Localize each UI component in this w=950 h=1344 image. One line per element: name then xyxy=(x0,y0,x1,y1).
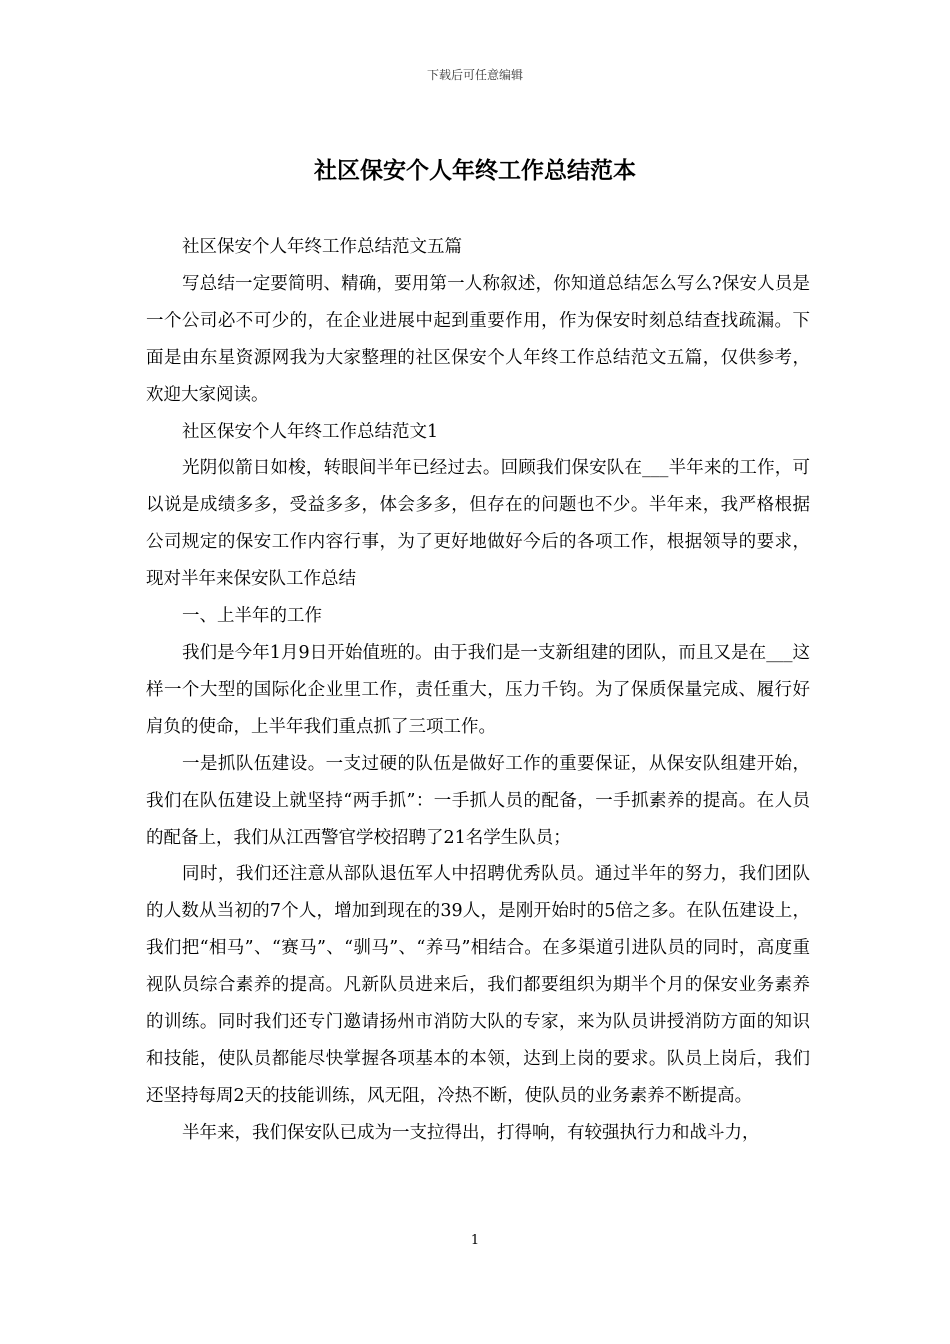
subheading-paragraph: 一、上半年的工作 xyxy=(182,606,322,627)
page-number: 1 xyxy=(470,1233,480,1248)
body-paragraph: 同时，我们还注意从部队退伍军人中招聘优秀队员。通过半年的努力，我们团队的人数从当初的7个人，增加到现在的39人，是刚开始时的5倍之多。在队伍建设上，我们把“相马”、“赛马”、“驯马”、“养马”相结合。在多渠道引进队员的同时，高度重视队员综合素养的提高。凡新队员进来后，我们都要组织为期半个月的保安业务素养的训练。同时我们还专门邀请扬州市消防大队的专家，来为队员讲授消防方面的知识和技能，使队员都能尽快掌握各项基本的本领，达到上岗的要求。队员上岗后，我们还坚持每周2天的技能训练，风无阻，冷热不断，使队员的业务素养不断提高。 xyxy=(146,864,810,1106)
document-title: 社区保安个人年终工作总结范本 xyxy=(314,157,636,184)
body-paragraph: 一是抓队伍建设。一支过硬的队伍是做好工作的重要保证，从保安队组建开始，我们在队伍建设上就坚持“两手抓”：一手抓人员的配备，一手抓素养的提高。在人员的配备上，我们从江西警官学校招聘了21名学生队员； xyxy=(146,753,810,848)
subtitle-paragraph: 社区保安个人年终工作总结范文五篇 xyxy=(182,237,462,257)
section-heading-paragraph: 社区保安个人年终工作总结范文1 xyxy=(182,421,439,442)
body-paragraph: 光阴似箭日如梭，转眼间半年已经过去。回顾我们保安队在___半年来的工作，可以说是成绩多多，受益多多，体会多多，但存在的问题也不少。半年来，我严格根据公司规定的保安工作内容行事，为了更好地做好今后的各项工作，根据领导的要求，现对半年来保安队工作总结 xyxy=(146,458,810,590)
intro-paragraph: 写总结一定要简明、精确，要用第一人称叙述，你知道总结怎么写么?保安人员是一个公司必不可少的，在企业进展中起到重要作用，作为保安时刻总结查找疏漏。下面是由东星资源网我为大家整理的社区保安个人年终工作总结范文五篇，仅供参考，欢迎大家阅读。 xyxy=(146,273,810,405)
document-body xyxy=(146,229,810,1152)
page-header-note: 下载后可任意编辑 xyxy=(426,68,523,82)
body-paragraph: 我们是今年1月9日开始值班的。由于我们是一支新组建的团队，而且又是在___这样一个大型的国际化企业里工作，责任重大，压力千钧。为了保质保量完成、履行好肩负的使命，上半年我们重点抓了三项工作。 xyxy=(146,642,810,737)
body-paragraph: 半年来，我们保安队已成为一支拉得出，打得响，有较强执行力和战斗力， xyxy=(182,1122,760,1143)
